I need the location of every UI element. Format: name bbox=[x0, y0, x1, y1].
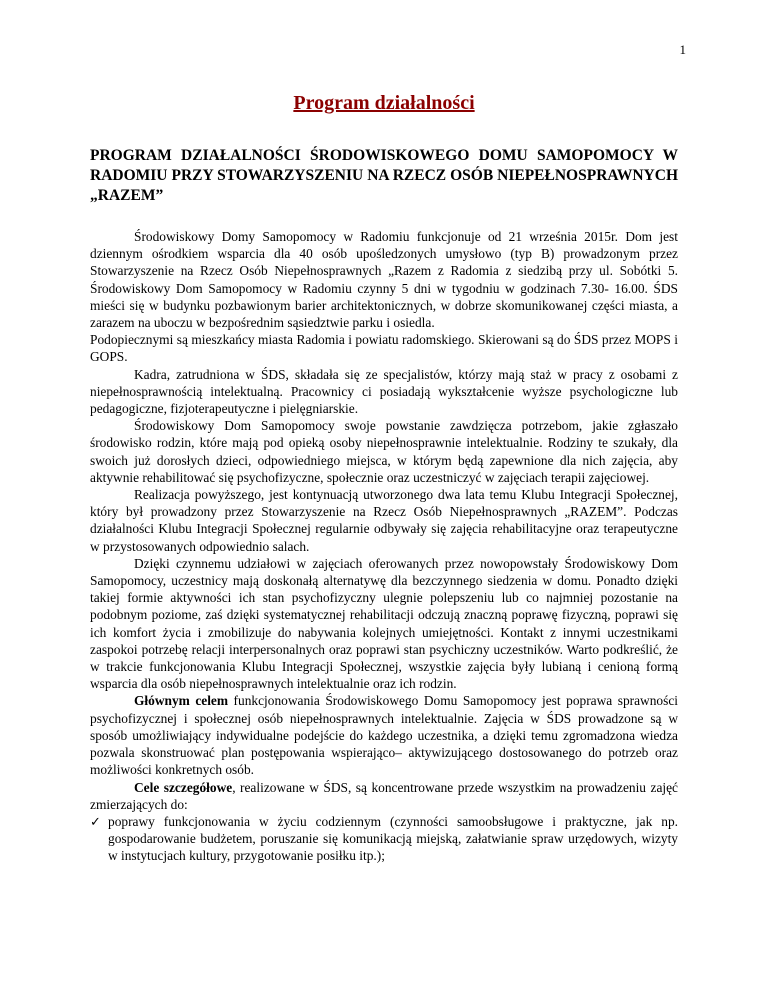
paragraph-origin: Środowiskowy Dom Samopomocy swoje powstanie zawdzięcza potrzebom, jakie zgłaszało środowisko rodzin, które mają pod opieką osoby niepełnosprawnie intelektualnie. Rodziny te szukały, dla swoich już dorosłych dzieci, odpowiedniego miejsca, w którym będą zapewnione dla nich zajęcia, aby aktywnie rehabilitować się psychofizyczne, społecznie oraz uczestniczyć w zajęciach terapii zajęciowej. bbox=[90, 418, 678, 485]
page-number: 1 bbox=[679, 42, 686, 57]
specific-goals-text: , realizowane w ŚDS, są koncentrowane przede wszystkim na prowadzeniu zajęć zmierzających do: bbox=[90, 779, 678, 812]
document-body bbox=[90, 228, 678, 865]
paragraph-staff: Kadra, zatrudniona w ŚDS, składała się ze specjalistów, którzy mają staż w pracy z osobami z niepełnosprawnością intelektualną. Pracownicy ci posiadają wykształcenie wyższe psychologiczne lub pedagogiczne, fizjoterapeutyczne i pielęgniarskie. bbox=[90, 366, 678, 417]
list-item-text: poprawy funkcjonowania w życiu codziennym (czynności samoobsługowe i praktyczne, jak np. gospodarowanie budżetem, poruszanie się komunikacją miejską, załatwianie spraw urzędowych, wizyty w instytucjach kultury, przygotowanie posiłku itp.); bbox=[108, 813, 678, 864]
document-heading: PROGRAM DZIAŁALNOŚCI ŚRODOWISKOWEGO DOMU SAMOPOMOCY W RADOMIU PRZY STOWARZYSZENIU NA RZECZ OSÓB NIEPEŁNOSPRAWNYCH „RAZEM” bbox=[90, 147, 678, 204]
paragraph-benefits: Dzięki czynnemu udziałowi w zajęciach oferowanych przez nowopowstały Środowiskowy Dom Samopomocy, uczestnicy mają doskonałą alternatywę dla bezczynnego siedzenia w domu. Ponadto dzięki takiej formie aktywności ich stan psychofizyczny ulegnie polepszeniu lub co najmniej pozostanie na podobnym poziome, zaś dzięki systematycznej rehabilitacji odczują znaczną poprawę fizyczną, poprawi się ich komfort życia i zmobilizuje do nabywania kolejnych umiejętności. Kontakt z innymi uczestnikami zaspokoi potrzebę relacji interpersonalnych oraz poprawi stan psychiczny uczestników. Warto podkreślić, że w trakcie funkcjonowania Klubu Integracji Społecznej, wszystkie zajęcia były lubianą i cenioną formą wsparcia dla osób niepełnosprawnych intelektualnie oraz ich rodzin. bbox=[90, 555, 678, 692]
checkmark-icon: ✓ bbox=[90, 813, 101, 829]
paragraph-intro: Środowiskowy Domy Samopomocy w Radomiu funkcjonuje od 21 września 2015r. Dom jest dziennym ośrodkiem wsparcia dla 40 osób upośledzonych umysłowo (typ B) prowadzonym przez Stowarzyszenie na Rzecz Osób Niepełnosprawnych „Razem z Radomia z siedzibą przy ul. Sobótki 5. Środowiskowy Dom Samopomocy w Radomiu czynny 5 dni w tygodniu w godzinach 7.30- 16.00. ŚDS mieści się w budynku pozbawionym barier architektonicznych, w dobrze skomunikowanej części miasta, a zarazem na uboczu w bezpośrednim sąsiedztwie parku i osiedla. bbox=[90, 229, 678, 331]
main-goal-text: funkcjonowania Środowiskowego Domu Samopomocy jest poprawa sprawności psychofizycznej i społecznej osób niepełnosprawnych intelektualnie. Zajęcia w ŚDS prowadzone są w sposób umożliwiający indywidualne podejście do każdego uczestnika, a dzięki temu zgromadzona wiedza pozwala skonstruować plan postępowania wspierająco– aktywizującego dostosowanego do potrzeb oraz możliwości konkretnych osób. bbox=[90, 693, 678, 778]
list-item bbox=[90, 813, 678, 865]
document-title: Program działalności bbox=[293, 92, 475, 114]
paragraph-continuation: Realizacja powyższego, jest kontynuacją utworzonego dwa lata temu Klubu Integracji Społecznej, który był prowadzony przez Stowarzyszenie na Rzecz Osób Niepełnosprawnych „RAZEM”. Podczas działalności Klubu Integracji Społecznej regularnie odbywały się zajęcia rehabilitacyjne oraz terapeutyczne w przystosowanych odpowiednio salach. bbox=[90, 487, 678, 554]
specific-goals-label: Cele szczegółowe bbox=[134, 779, 233, 795]
main-goal-label: Głównym celem bbox=[134, 693, 229, 709]
paragraph-specific-goals bbox=[90, 779, 678, 813]
paragraph-beneficiaries: Podopiecznymi są mieszkańcy miasta Radomia i powiatu radomskiego. Skierowani są do ŚDS przez MOPS i GOPS. bbox=[90, 332, 678, 365]
paragraph-main-goal bbox=[90, 692, 678, 778]
